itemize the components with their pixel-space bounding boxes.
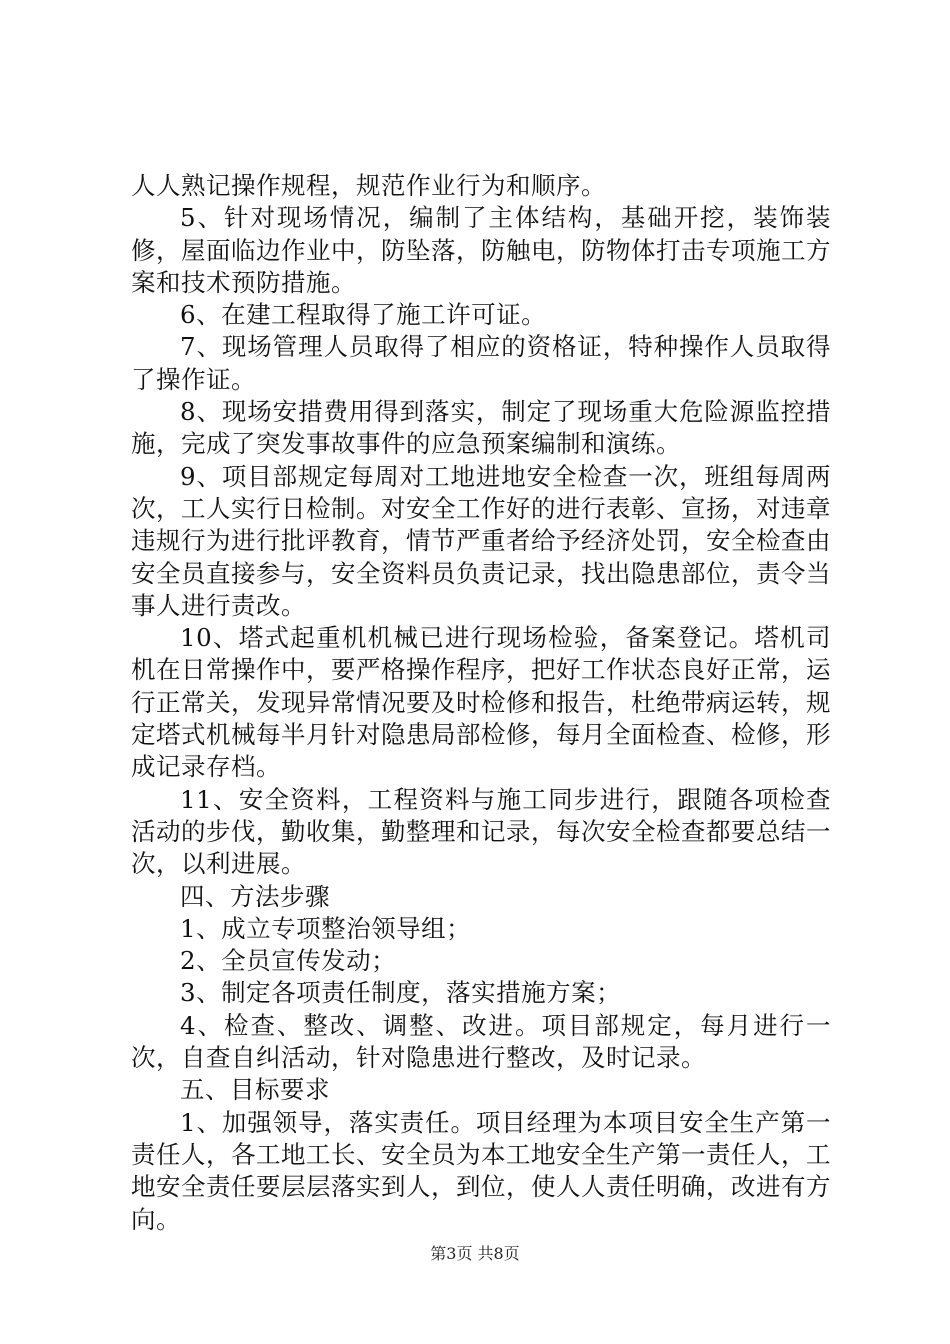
paragraph-item-5: 5、针对现场情况，编制了主体结构，基础开挖，装饰装修，屋面临边作业中，防坠落，防触电，防物体打击专项施工方案和技术预防措施。 [131, 203, 831, 297]
method-step-3: 3、制定各项责任制度，落实措施方案； [180, 978, 622, 1008]
page-number-footer: 第3页 共8页 [430, 1244, 520, 1263]
paragraph-item-7: 7、现场管理人员取得了相应的资格证，特种操作人员取得了操作证。 [131, 332, 831, 394]
paragraph-item-6: 6、在建工程取得了施工许可证。 [180, 300, 547, 330]
method-step-1: 1、成立专项整治领导组； [180, 913, 472, 943]
method-step-4: 4、检查、整改、调整、改进。项目部规定，每月进行一次，自查自纠活动，针对隐患进行整改，及时记录。 [131, 1010, 831, 1073]
paragraph-item-8: 8、现场安措费用得到落实，制定了现场重大危险源监控措施，完成了突发事故事件的应急预案编制和演练。 [131, 397, 831, 459]
document-body [131, 170, 831, 1236]
paragraph-continuation: 人人熟记操作规程，规范作业行为和顺序。 [131, 171, 606, 200]
goal-item-1: 1、加强领导，落实责任。项目经理为本项目安全生产第一责任人，各工地工长、安全员为本工地安全生产第一责任人，工地安全责任要层层落实到人，到位，使人人责任明确，改进有方向。 [131, 1107, 831, 1234]
paragraph-item-9: 9、项目部规定每周对工地进地安全检查一次，班组每周两次，工人实行日检制。对安全工作好的进行表彰、宣扬，对违章违规行为进行批评教育，情节严重者给予经济处罚，安全检查由安全员直接参与，安全资料员负责记录，找出隐患部位，责令当事人进行责改。 [131, 461, 831, 620]
paragraph-item-10: 10、塔式起重机机械已进行现场检验，备案登记。塔机司机在日常操作中，要严格操作程序，把好工作状态良好正常，运行正常关，发现异常情况要及时检修和报告，杜绝带病运转，规定塔式机械每半月针对隐患局部检修，每月全面检查、检修，形成记录存档。 [131, 623, 831, 782]
paragraph-item-11: 11、安全资料，工程资料与施工同步进行，跟随各项检查活动的步伐，勤收集，勤整理和记录，每次安全检查都要总结一次，以利进展。 [131, 784, 831, 879]
method-step-2: 2、全员宣传发动； [180, 946, 397, 976]
section-heading-methods: 四、方法步骤 [180, 881, 330, 911]
section-heading-goals: 五、目标要求 [180, 1075, 330, 1105]
